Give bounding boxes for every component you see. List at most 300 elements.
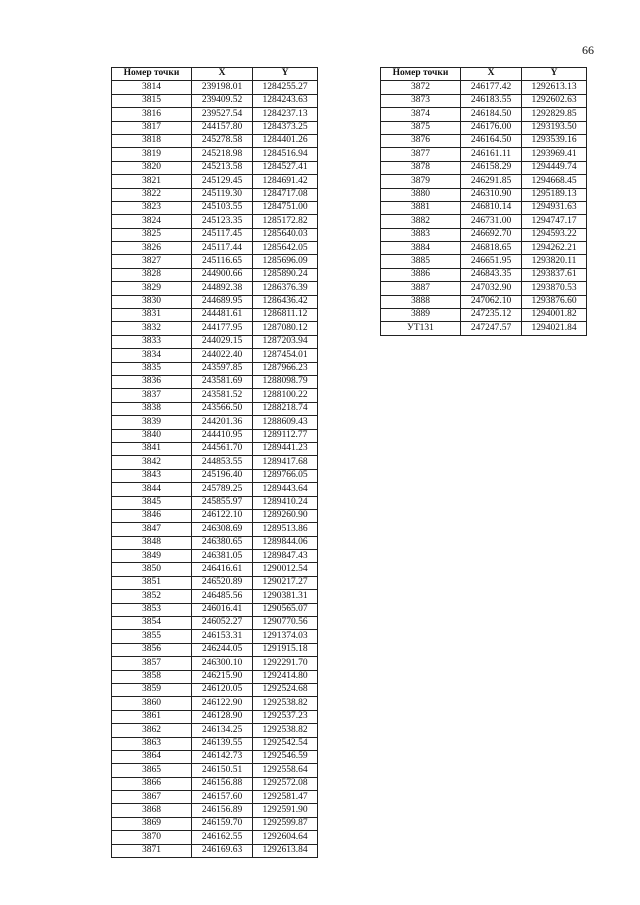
x-coordinate-cell: 246183.55 bbox=[461, 94, 522, 107]
table-row bbox=[381, 242, 587, 255]
x-coordinate-cell: 245278.58 bbox=[192, 134, 253, 147]
point-id-cell: 3858 bbox=[112, 670, 192, 683]
point-id-cell: 3885 bbox=[381, 255, 461, 268]
table-row bbox=[112, 844, 318, 857]
y-coordinate-cell: 1289513.86 bbox=[253, 523, 318, 536]
x-coordinate-cell: 246300.10 bbox=[192, 657, 253, 670]
x-coordinate-cell: 246843.35 bbox=[461, 268, 522, 281]
point-id-cell: 3836 bbox=[112, 375, 192, 388]
y-coordinate-cell: 1290012.54 bbox=[253, 563, 318, 576]
point-id-cell: 3864 bbox=[112, 750, 192, 763]
y-coordinate-cell: 1288098.79 bbox=[253, 375, 318, 388]
point-id-cell: 3869 bbox=[112, 817, 192, 830]
point-id-cell: 3834 bbox=[112, 349, 192, 362]
x-coordinate-cell: 246150.51 bbox=[192, 764, 253, 777]
table-row bbox=[112, 108, 318, 121]
y-coordinate-cell: 1285642.05 bbox=[253, 242, 318, 255]
table-row bbox=[112, 282, 318, 295]
y-coordinate-cell: 1292613.84 bbox=[253, 844, 318, 857]
x-coordinate-cell: 246310.90 bbox=[461, 188, 522, 201]
y-coordinate-cell: 1287203.94 bbox=[253, 335, 318, 348]
y-coordinate-cell: 1289443.64 bbox=[253, 483, 318, 496]
y-coordinate-cell: 1289112.77 bbox=[253, 429, 318, 442]
table-row bbox=[381, 322, 587, 335]
y-coordinate-cell: 1294001.82 bbox=[522, 309, 587, 322]
table-body-left bbox=[112, 81, 318, 858]
table-row bbox=[381, 295, 587, 308]
y-coordinate-cell: 1289441.23 bbox=[253, 442, 318, 455]
x-coordinate-cell: 245218.98 bbox=[192, 148, 253, 161]
table-row bbox=[112, 496, 318, 509]
table-row bbox=[112, 737, 318, 750]
x-coordinate-cell: 244481.61 bbox=[192, 309, 253, 322]
y-coordinate-cell: 1287966.23 bbox=[253, 362, 318, 375]
x-coordinate-cell: 245213.58 bbox=[192, 161, 253, 174]
x-coordinate-cell: 245103.55 bbox=[192, 201, 253, 214]
x-coordinate-cell: 247032.90 bbox=[461, 282, 522, 295]
x-coordinate-cell: 246157.60 bbox=[192, 791, 253, 804]
point-id-cell: 3837 bbox=[112, 389, 192, 402]
y-coordinate-cell: 1293193.50 bbox=[522, 121, 587, 134]
point-id-cell: 3888 bbox=[381, 295, 461, 308]
x-coordinate-cell: 246169.63 bbox=[192, 844, 253, 857]
x-coordinate-cell: 245119.30 bbox=[192, 188, 253, 201]
y-coordinate-cell: 1289847.43 bbox=[253, 550, 318, 563]
y-coordinate-cell: 1290770.56 bbox=[253, 617, 318, 630]
y-coordinate-cell: 1290217.27 bbox=[253, 576, 318, 589]
table-row bbox=[112, 817, 318, 830]
point-id-cell: 3878 bbox=[381, 161, 461, 174]
y-coordinate-cell: 1292613.13 bbox=[522, 81, 587, 94]
table-row bbox=[112, 697, 318, 710]
y-coordinate-cell: 1289766.05 bbox=[253, 469, 318, 482]
point-id-cell: 3830 bbox=[112, 295, 192, 308]
table-row bbox=[112, 831, 318, 844]
table-row bbox=[381, 215, 587, 228]
point-id-cell: 3867 bbox=[112, 791, 192, 804]
table-row bbox=[112, 416, 318, 429]
point-id-cell: 3842 bbox=[112, 456, 192, 469]
y-coordinate-cell: 1292537.23 bbox=[253, 710, 318, 723]
x-coordinate-cell: 246291.85 bbox=[461, 175, 522, 188]
table-row bbox=[112, 683, 318, 696]
point-id-cell: 3860 bbox=[112, 697, 192, 710]
table-row bbox=[112, 175, 318, 188]
y-coordinate-cell: 1291915.18 bbox=[253, 643, 318, 656]
table-row bbox=[112, 335, 318, 348]
y-coordinate-cell: 1293870.53 bbox=[522, 282, 587, 295]
x-coordinate-cell: 243597.85 bbox=[192, 362, 253, 375]
table-row bbox=[112, 750, 318, 763]
point-id-cell: 3871 bbox=[112, 844, 192, 857]
point-id-cell: 3880 bbox=[381, 188, 461, 201]
x-coordinate-cell: 244892.38 bbox=[192, 282, 253, 295]
point-id-cell: 3851 bbox=[112, 576, 192, 589]
table-row bbox=[381, 228, 587, 241]
table-row bbox=[112, 791, 318, 804]
x-coordinate-cell: 244410.95 bbox=[192, 429, 253, 442]
table-row bbox=[112, 242, 318, 255]
table-row bbox=[112, 134, 318, 147]
x-coordinate-cell: 244900.66 bbox=[192, 268, 253, 281]
point-id-cell: 3840 bbox=[112, 429, 192, 442]
table-header-row bbox=[112, 68, 318, 81]
point-id-cell: 3847 bbox=[112, 523, 192, 536]
x-coordinate-cell: 246416.61 bbox=[192, 563, 253, 576]
point-id-cell: 3876 bbox=[381, 134, 461, 147]
y-coordinate-cell: 1293837.61 bbox=[522, 268, 587, 281]
table-row bbox=[381, 268, 587, 281]
table-row bbox=[112, 121, 318, 134]
point-id-cell: 3831 bbox=[112, 309, 192, 322]
x-coordinate-cell: 246016.41 bbox=[192, 603, 253, 616]
table-row bbox=[112, 81, 318, 94]
header-point: Номер точки bbox=[112, 68, 192, 81]
x-coordinate-cell: 245123.35 bbox=[192, 215, 253, 228]
x-coordinate-cell: 239527.54 bbox=[192, 108, 253, 121]
x-coordinate-cell: 246161.11 bbox=[461, 148, 522, 161]
y-coordinate-cell: 1292542.54 bbox=[253, 737, 318, 750]
table-row bbox=[112, 188, 318, 201]
y-coordinate-cell: 1294021.84 bbox=[522, 322, 587, 335]
table-row bbox=[112, 657, 318, 670]
y-coordinate-cell: 1292572.08 bbox=[253, 777, 318, 790]
y-coordinate-cell: 1284751.00 bbox=[253, 201, 318, 214]
y-coordinate-cell: 1290381.31 bbox=[253, 590, 318, 603]
point-id-cell: 3821 bbox=[112, 175, 192, 188]
y-coordinate-cell: 1292524.68 bbox=[253, 683, 318, 696]
point-id-cell: 3882 bbox=[381, 215, 461, 228]
page-number: 66 bbox=[582, 43, 594, 57]
x-coordinate-cell: 246164.50 bbox=[461, 134, 522, 147]
table-row bbox=[112, 576, 318, 589]
y-coordinate-cell: 1293539.16 bbox=[522, 134, 587, 147]
y-coordinate-cell: 1284255.27 bbox=[253, 81, 318, 94]
y-coordinate-cell: 1287080.12 bbox=[253, 322, 318, 335]
header-x: X bbox=[461, 68, 522, 81]
point-id-cell: 3856 bbox=[112, 643, 192, 656]
point-id-cell: 3817 bbox=[112, 121, 192, 134]
point-id-cell: 3825 bbox=[112, 228, 192, 241]
point-id-cell: 3824 bbox=[112, 215, 192, 228]
x-coordinate-cell: 244177.95 bbox=[192, 322, 253, 335]
x-coordinate-cell: 239198.01 bbox=[192, 81, 253, 94]
point-id-cell: 3877 bbox=[381, 148, 461, 161]
x-coordinate-cell: 244201.36 bbox=[192, 416, 253, 429]
table-row bbox=[381, 175, 587, 188]
x-coordinate-cell: 243566.50 bbox=[192, 402, 253, 415]
x-coordinate-cell: 245117.45 bbox=[192, 228, 253, 241]
table-row bbox=[112, 456, 318, 469]
y-coordinate-cell: 1284717.08 bbox=[253, 188, 318, 201]
y-coordinate-cell: 1295189.13 bbox=[522, 188, 587, 201]
point-id-cell: 3852 bbox=[112, 590, 192, 603]
point-id-cell: 3863 bbox=[112, 737, 192, 750]
y-coordinate-cell: 1293820.11 bbox=[522, 255, 587, 268]
y-coordinate-cell: 1290565.07 bbox=[253, 603, 318, 616]
table-row bbox=[112, 201, 318, 214]
x-coordinate-cell: 246184.50 bbox=[461, 108, 522, 121]
table-row bbox=[381, 81, 587, 94]
x-coordinate-cell: 245117.44 bbox=[192, 242, 253, 255]
point-id-cell: 3838 bbox=[112, 402, 192, 415]
y-coordinate-cell: 1285640.03 bbox=[253, 228, 318, 241]
table-body-right bbox=[381, 81, 587, 335]
table-row bbox=[381, 148, 587, 161]
y-coordinate-cell: 1284243.63 bbox=[253, 94, 318, 107]
x-coordinate-cell: 246308.69 bbox=[192, 523, 253, 536]
y-coordinate-cell: 1292538.82 bbox=[253, 697, 318, 710]
x-coordinate-cell: 246122.10 bbox=[192, 509, 253, 522]
x-coordinate-cell: 246162.55 bbox=[192, 831, 253, 844]
table-row bbox=[381, 282, 587, 295]
y-coordinate-cell: 1294747.17 bbox=[522, 215, 587, 228]
y-coordinate-cell: 1289844.06 bbox=[253, 536, 318, 549]
point-id-cell: 3848 bbox=[112, 536, 192, 549]
table-row bbox=[112, 469, 318, 482]
table-row bbox=[112, 442, 318, 455]
y-coordinate-cell: 1288609.43 bbox=[253, 416, 318, 429]
x-coordinate-cell: 244029.15 bbox=[192, 335, 253, 348]
header-point: Номер точки bbox=[381, 68, 461, 81]
table-row bbox=[112, 268, 318, 281]
y-coordinate-cell: 1294593.22 bbox=[522, 228, 587, 241]
x-coordinate-cell: 244561.70 bbox=[192, 442, 253, 455]
point-id-cell: 3822 bbox=[112, 188, 192, 201]
y-coordinate-cell: 1284527.41 bbox=[253, 161, 318, 174]
y-coordinate-cell: 1292604.64 bbox=[253, 831, 318, 844]
point-id-cell: УТ131 bbox=[381, 322, 461, 335]
point-id-cell: 3879 bbox=[381, 175, 461, 188]
x-coordinate-cell: 246156.88 bbox=[192, 777, 253, 790]
table-row bbox=[112, 349, 318, 362]
x-coordinate-cell: 245789.25 bbox=[192, 483, 253, 496]
x-coordinate-cell: 243581.52 bbox=[192, 389, 253, 402]
point-id-cell: 3835 bbox=[112, 362, 192, 375]
y-coordinate-cell: 1292291.70 bbox=[253, 657, 318, 670]
x-coordinate-cell: 246142.73 bbox=[192, 750, 253, 763]
table-row bbox=[381, 94, 587, 107]
table-row bbox=[381, 134, 587, 147]
point-id-cell: 3846 bbox=[112, 509, 192, 522]
table-row bbox=[381, 201, 587, 214]
point-id-cell: 3814 bbox=[112, 81, 192, 94]
y-coordinate-cell: 1292599.87 bbox=[253, 817, 318, 830]
x-coordinate-cell: 247062.10 bbox=[461, 295, 522, 308]
y-coordinate-cell: 1285696.09 bbox=[253, 255, 318, 268]
table-row bbox=[112, 603, 318, 616]
table-row bbox=[112, 563, 318, 576]
x-coordinate-cell: 246158.29 bbox=[461, 161, 522, 174]
table-row bbox=[112, 509, 318, 522]
table-row bbox=[381, 188, 587, 201]
x-coordinate-cell: 246153.31 bbox=[192, 630, 253, 643]
coordinates-table-right bbox=[380, 67, 587, 336]
y-coordinate-cell: 1287454.01 bbox=[253, 349, 318, 362]
x-coordinate-cell: 246651.95 bbox=[461, 255, 522, 268]
point-id-cell: 3883 bbox=[381, 228, 461, 241]
y-coordinate-cell: 1292538.82 bbox=[253, 724, 318, 737]
table-row bbox=[112, 550, 318, 563]
point-id-cell: 3820 bbox=[112, 161, 192, 174]
x-coordinate-cell: 246731.00 bbox=[461, 215, 522, 228]
x-coordinate-cell: 246122.90 bbox=[192, 697, 253, 710]
point-id-cell: 3826 bbox=[112, 242, 192, 255]
x-coordinate-cell: 246176.00 bbox=[461, 121, 522, 134]
table-row bbox=[112, 389, 318, 402]
x-coordinate-cell: 246380.65 bbox=[192, 536, 253, 549]
y-coordinate-cell: 1292581.47 bbox=[253, 791, 318, 804]
table-row bbox=[112, 764, 318, 777]
x-coordinate-cell: 245129.45 bbox=[192, 175, 253, 188]
table-row bbox=[112, 590, 318, 603]
y-coordinate-cell: 1293876.60 bbox=[522, 295, 587, 308]
x-coordinate-cell: 245196.40 bbox=[192, 469, 253, 482]
point-id-cell: 3872 bbox=[381, 81, 461, 94]
table-row bbox=[112, 161, 318, 174]
point-id-cell: 3815 bbox=[112, 94, 192, 107]
point-id-cell: 3850 bbox=[112, 563, 192, 576]
y-coordinate-cell: 1284373.25 bbox=[253, 121, 318, 134]
point-id-cell: 3859 bbox=[112, 683, 192, 696]
table-row bbox=[381, 161, 587, 174]
x-coordinate-cell: 243581.69 bbox=[192, 375, 253, 388]
x-coordinate-cell: 246052.27 bbox=[192, 617, 253, 630]
table-row bbox=[112, 724, 318, 737]
table-row bbox=[112, 536, 318, 549]
y-coordinate-cell: 1294262.21 bbox=[522, 242, 587, 255]
header-y: Y bbox=[522, 68, 587, 81]
point-id-cell: 3862 bbox=[112, 724, 192, 737]
table-row bbox=[112, 322, 318, 335]
y-coordinate-cell: 1289260.90 bbox=[253, 509, 318, 522]
point-id-cell: 3841 bbox=[112, 442, 192, 455]
point-id-cell: 3861 bbox=[112, 710, 192, 723]
y-coordinate-cell: 1294668.45 bbox=[522, 175, 587, 188]
x-coordinate-cell: 246177.42 bbox=[461, 81, 522, 94]
x-coordinate-cell: 244853.55 bbox=[192, 456, 253, 469]
point-id-cell: 3854 bbox=[112, 617, 192, 630]
x-coordinate-cell: 244689.95 bbox=[192, 295, 253, 308]
point-id-cell: 3819 bbox=[112, 148, 192, 161]
point-id-cell: 3865 bbox=[112, 764, 192, 777]
table-row bbox=[381, 108, 587, 121]
table-header-row bbox=[381, 68, 587, 81]
point-id-cell: 3828 bbox=[112, 268, 192, 281]
point-id-cell: 3886 bbox=[381, 268, 461, 281]
x-coordinate-cell: 246810.14 bbox=[461, 201, 522, 214]
x-coordinate-cell: 245855.97 bbox=[192, 496, 253, 509]
x-coordinate-cell: 246381.05 bbox=[192, 550, 253, 563]
x-coordinate-cell: 246159.70 bbox=[192, 817, 253, 830]
point-id-cell: 3823 bbox=[112, 201, 192, 214]
header-y: Y bbox=[253, 68, 318, 81]
table-row bbox=[112, 148, 318, 161]
point-id-cell: 3874 bbox=[381, 108, 461, 121]
table-row bbox=[112, 617, 318, 630]
table-row bbox=[112, 630, 318, 643]
point-id-cell: 3870 bbox=[112, 831, 192, 844]
y-coordinate-cell: 1284401.26 bbox=[253, 134, 318, 147]
point-id-cell: 3816 bbox=[112, 108, 192, 121]
x-coordinate-cell: 245116.65 bbox=[192, 255, 253, 268]
point-id-cell: 3866 bbox=[112, 777, 192, 790]
y-coordinate-cell: 1294449.74 bbox=[522, 161, 587, 174]
x-coordinate-cell: 246139.55 bbox=[192, 737, 253, 750]
point-id-cell: 3889 bbox=[381, 309, 461, 322]
x-coordinate-cell: 246120.05 bbox=[192, 683, 253, 696]
point-id-cell: 3833 bbox=[112, 335, 192, 348]
point-id-cell: 3829 bbox=[112, 282, 192, 295]
y-coordinate-cell: 1292591.90 bbox=[253, 804, 318, 817]
x-coordinate-cell: 246818.65 bbox=[461, 242, 522, 255]
table-row bbox=[112, 710, 318, 723]
table-row bbox=[112, 255, 318, 268]
point-id-cell: 3857 bbox=[112, 657, 192, 670]
point-id-cell: 3845 bbox=[112, 496, 192, 509]
y-coordinate-cell: 1289417.68 bbox=[253, 456, 318, 469]
table-row bbox=[112, 375, 318, 388]
y-coordinate-cell: 1294931.63 bbox=[522, 201, 587, 214]
y-coordinate-cell: 1285890.24 bbox=[253, 268, 318, 281]
header-x: X bbox=[192, 68, 253, 81]
x-coordinate-cell: 244022.40 bbox=[192, 349, 253, 362]
point-id-cell: 3884 bbox=[381, 242, 461, 255]
table-row bbox=[112, 429, 318, 442]
table-row bbox=[112, 777, 318, 790]
point-id-cell: 3839 bbox=[112, 416, 192, 429]
x-coordinate-cell: 246485.56 bbox=[192, 590, 253, 603]
point-id-cell: 3881 bbox=[381, 201, 461, 214]
x-coordinate-cell: 247235.12 bbox=[461, 309, 522, 322]
point-id-cell: 3832 bbox=[112, 322, 192, 335]
y-coordinate-cell: 1292602.63 bbox=[522, 94, 587, 107]
table-row bbox=[112, 215, 318, 228]
y-coordinate-cell: 1286811.12 bbox=[253, 309, 318, 322]
y-coordinate-cell: 1291374.03 bbox=[253, 630, 318, 643]
x-coordinate-cell: 246156.89 bbox=[192, 804, 253, 817]
y-coordinate-cell: 1284516.94 bbox=[253, 148, 318, 161]
x-coordinate-cell: 246244.05 bbox=[192, 643, 253, 656]
table-row bbox=[112, 523, 318, 536]
point-id-cell: 3849 bbox=[112, 550, 192, 563]
y-coordinate-cell: 1286376.39 bbox=[253, 282, 318, 295]
table-row bbox=[112, 804, 318, 817]
y-coordinate-cell: 1292414.80 bbox=[253, 670, 318, 683]
x-coordinate-cell: 246692.70 bbox=[461, 228, 522, 241]
x-coordinate-cell: 239409.52 bbox=[192, 94, 253, 107]
point-id-cell: 3818 bbox=[112, 134, 192, 147]
point-id-cell: 3827 bbox=[112, 255, 192, 268]
y-coordinate-cell: 1284237.13 bbox=[253, 108, 318, 121]
y-coordinate-cell: 1292829.85 bbox=[522, 108, 587, 121]
x-coordinate-cell: 246215.90 bbox=[192, 670, 253, 683]
y-coordinate-cell: 1293969.41 bbox=[522, 148, 587, 161]
point-id-cell: 3875 bbox=[381, 121, 461, 134]
y-coordinate-cell: 1292546.59 bbox=[253, 750, 318, 763]
table-row bbox=[381, 309, 587, 322]
table-row bbox=[112, 309, 318, 322]
y-coordinate-cell: 1285172.82 bbox=[253, 215, 318, 228]
x-coordinate-cell: 246520.89 bbox=[192, 576, 253, 589]
table-row bbox=[381, 121, 587, 134]
y-coordinate-cell: 1284691.42 bbox=[253, 175, 318, 188]
y-coordinate-cell: 1292558.64 bbox=[253, 764, 318, 777]
y-coordinate-cell: 1289410.24 bbox=[253, 496, 318, 509]
y-coordinate-cell: 1288100.22 bbox=[253, 389, 318, 402]
table-row bbox=[112, 483, 318, 496]
point-id-cell: 3868 bbox=[112, 804, 192, 817]
